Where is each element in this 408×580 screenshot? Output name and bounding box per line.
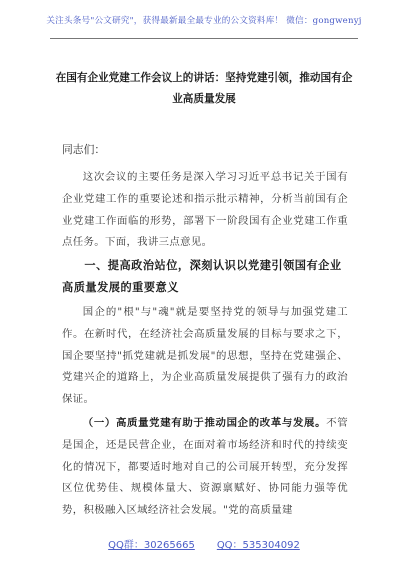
salutation: 同志们： <box>62 143 106 156</box>
section-heading: 一、提高政治站位，深刻认识以党建引领国有企业高质量发展的重要意义 <box>62 258 342 294</box>
header-banner: 关注头条号"公文研究"，获得最新最全最专业的公文资料库！ 微信：gongwenyj <box>46 16 362 26</box>
body-paragraph: 国企的"根"与"魂"就是要坚持党的领导与加强党建工作。在新时代，在经济社会高质量发展的目标与要求之下，国企要坚持"抓党建就是抓发展"的思想，坚持在党建强企、党建兴企的道路上，为企业高质量发展提供了强有力的政治保证。 <box>62 306 348 406</box>
subsection-lead: （一）高质量党建有助于推动国企的改革与发展。 <box>82 417 327 429</box>
header-divider <box>50 38 358 39</box>
subsection-paragraph <box>62 413 348 522</box>
qq-contact-link[interactable]: QQ：535304092 <box>216 540 300 551</box>
qq-group-link[interactable]: QQ群：30265665 <box>108 540 195 551</box>
intro-paragraph: 这次会议的主要任务是深入学习习近平总书记关于国有企业党建工作的重要论述和指示批示精神，分析当前国有企业党建工作面临的形势，部署下一阶段国有企业党建工作重点任务。下面，我讲三点意见。 <box>62 171 348 249</box>
footer-contact <box>0 536 408 551</box>
subsection-body: 不管是国企，还是民营企业，在面对着市场经济和时代的持续变化的情况下，都要适时地对自己的公司展开转型，充分发挥区位优势佳、规模体量大、资源禀赋好、协同能力强等优势，积极融入区域经济社会发展。"党的高质量建 <box>62 417 348 517</box>
document-title: 在国有企业党建工作会议上的讲话：坚持党建引领，推动国有企业高质量发展 <box>55 72 353 105</box>
